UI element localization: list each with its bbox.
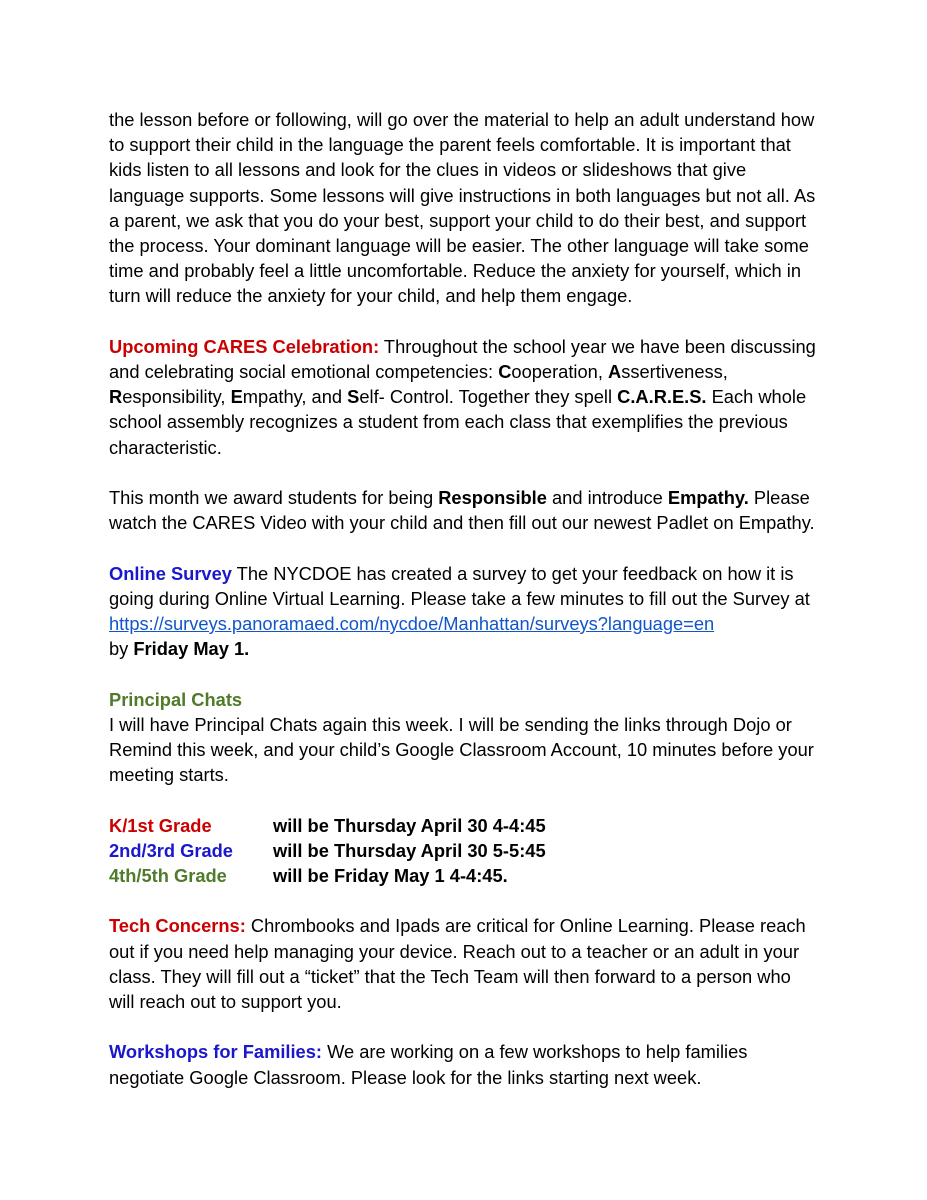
cares-word-empathy: mpathy, and <box>242 386 348 408</box>
cares-word-responsibility: esponsibility, <box>122 386 231 408</box>
workshops-paragraph <box>109 1039 821 1089</box>
cares-text-1: Throughout the school year we have been discussing and celebrating social emotional competencies: <box>109 335 816 383</box>
grade-time-2-3: will be Thursday April 30 5-5:45 <box>273 839 546 861</box>
grade-label-k-1: K/1st Grade <box>109 814 212 836</box>
survey-link[interactable]: https://surveys.panoramaed.com/nycdoe/Manhattan/surveys?language=en <box>109 613 715 635</box>
cares-acronym: C.A.R.E.S. <box>617 386 707 408</box>
tech-heading: Tech Concerns: <box>109 915 246 937</box>
cares-word-assertiveness: ssertiveness, <box>621 361 728 383</box>
survey-paragraph <box>109 561 821 662</box>
grade-schedule <box>109 813 821 889</box>
grade-row <box>109 863 821 888</box>
cares-word-self-control: elf- Control. Together they spell <box>359 386 618 408</box>
month-text-3: Please watch the CARES Video with your child and then fill out our newest Padlet on Empathy. <box>109 487 815 534</box>
month-empathy: Empathy. <box>667 487 749 509</box>
tech-paragraph <box>109 913 821 1014</box>
workshops-heading: Workshops for Families: <box>109 1041 322 1063</box>
month-text-2: and introduce <box>546 487 668 509</box>
chats-text: I will have Principal Chats again this week. I will be sending the links through Dojo or Remind this week, and your child’s Google Classroom Account, 10 minutes before your meeting starts. <box>109 713 814 786</box>
intro-paragraph: the lesson before or following, will go over the material to help an adult understand how to support their child in the language the parent feels comfortable. It is important that kids listen to all lessons and look for the clues in videos or slideshows that give language supports. Some lessons will give instructions in both languages but not all. As a parent, we ask that you do your best, support your child to do their best, and support the process. Your dominant language will be easier. The other language will take some time and probably feel a little uncomfortable. Reduce the anxiety for yourself, which in turn will reduce the anxiety for your child, and help them engage. <box>109 109 816 307</box>
cares-letter-a: A <box>607 361 622 383</box>
month-paragraph <box>109 485 821 535</box>
tech-text: Chrombooks and Ipads are critical for Online Learning. Please reach out if you need help managing your device. Reach out to a teacher or an adult in your class. They will fill out a “ticket” that the Tech Team will then forward to a person who will reach out to support you. <box>109 915 806 1013</box>
cares-letter-c: C <box>498 361 512 383</box>
cares-text-2: Each whole school assembly recognizes a student from each class that exemplifies the previous characteristic. <box>109 386 807 458</box>
cares-letter-s: S <box>347 386 360 408</box>
cares-paragraph <box>109 334 821 460</box>
grade-time-4-5: will be Friday May 1 4-4:45. <box>273 865 508 887</box>
cares-word-cooperation: ooperation, <box>511 361 608 383</box>
cares-heading: Upcoming CARES Celebration: <box>109 335 380 357</box>
survey-text: The NYCDOE has created a survey to get your feedback on how it is going during Online Virtual Learning. Please take a few minutes to fill out the Survey at <box>109 562 810 609</box>
chats-heading: Principal Chats <box>109 688 243 710</box>
survey-by: by <box>109 638 134 660</box>
document-page <box>109 107 821 1115</box>
cares-letter-e: E <box>230 386 243 408</box>
cares-letter-r: R <box>109 386 123 408</box>
month-responsible: Responsible <box>438 487 547 509</box>
month-text-1: This month we award students for being <box>109 487 439 509</box>
survey-deadline: Friday May 1. <box>133 638 250 660</box>
survey-heading: Online Survey <box>109 562 232 584</box>
grade-row <box>109 838 821 863</box>
grade-time-k-1: will be Thursday April 30 4-4:45 <box>273 814 546 836</box>
workshops-text: We are working on a few workshops to help families negotiate Google Classroom. Please look for the links starting next week. <box>109 1041 748 1088</box>
grade-label-4-5: 4th/5th Grade <box>109 865 227 887</box>
grade-row <box>109 813 821 838</box>
grade-label-2-3: 2nd/3rd Grade <box>109 839 233 861</box>
chats-paragraph <box>109 687 821 788</box>
